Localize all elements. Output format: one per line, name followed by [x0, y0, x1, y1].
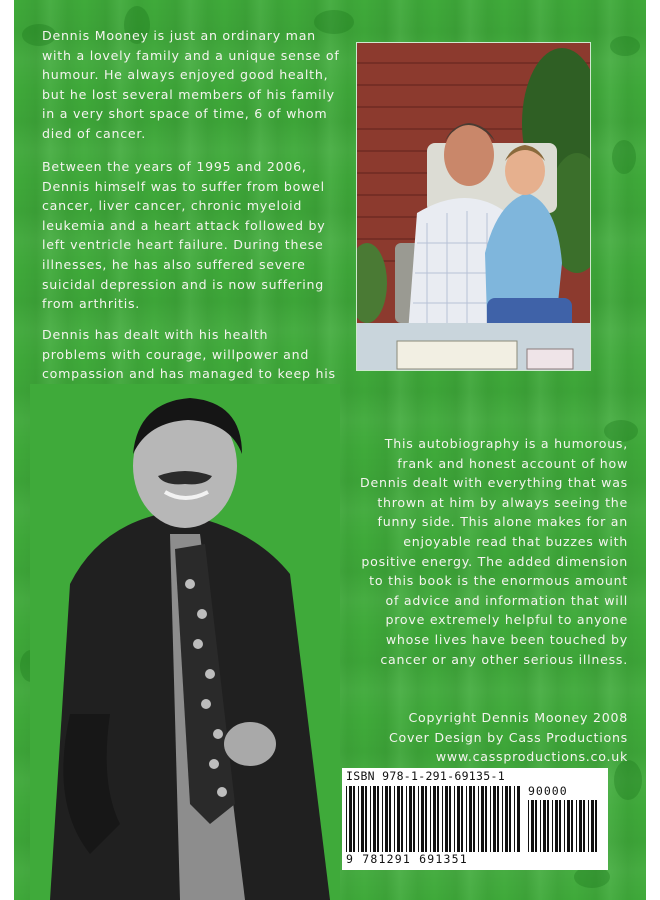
- blurb-line: enjoyable read that buzzes with: [403, 533, 628, 549]
- barcode-bar: [547, 800, 549, 852]
- price-code: 90000: [528, 784, 568, 798]
- barcode-bar: [353, 786, 355, 852]
- barcode-bar: [490, 786, 491, 852]
- blurb-line: This autobiography is a humorous,: [384, 436, 628, 451]
- bio-line: suicidal depression and is now suffering: [42, 276, 324, 292]
- barcode-bar: [389, 786, 391, 852]
- blurb-line: funny side. This alone makes for an: [377, 514, 628, 530]
- barcode-bar: [502, 786, 503, 852]
- blurb-line: cancer or any other serious illness.: [380, 651, 628, 667]
- barcode-bar: [361, 786, 364, 852]
- blurb-line: to this book is the enormous amount: [369, 573, 628, 589]
- barcode-bar: [559, 800, 561, 852]
- barcode-bar: [588, 800, 589, 852]
- cover-design-text: Cover Design by Cass Productions: [388, 729, 628, 745]
- book-back-cover: [14, 0, 646, 900]
- website-text: www.cassproductions.co.uk: [435, 749, 628, 765]
- barcode-bar: [394, 786, 395, 852]
- copyright-text: Copyright Dennis Mooney 2008: [408, 710, 628, 725]
- bio-line: illnesses, he has also suffered severe: [42, 256, 306, 272]
- barcode-bar: [433, 786, 436, 852]
- barcode-bar: [346, 786, 347, 852]
- blurb-line: positive energy. The added dimension: [361, 553, 628, 569]
- barcode-bar: [437, 786, 439, 852]
- bio-line: left ventricle heart failure. During these: [42, 237, 324, 253]
- barcode-bar: [497, 786, 499, 852]
- barcode-bar: [413, 786, 415, 852]
- barcode-bar: [505, 786, 508, 852]
- barcode-bar: [373, 786, 376, 852]
- barcode-bar: [385, 786, 388, 852]
- barcode-bar: [579, 800, 582, 852]
- barcode-bar: [454, 786, 455, 852]
- bio-line: in a very short space of time, 6 of whom: [42, 106, 328, 122]
- barcode-bar: [514, 786, 515, 852]
- barcode-bars: [346, 786, 522, 852]
- blurb-line: thrown at him by always seeing the: [377, 494, 628, 510]
- barcode-digits: 9 781291 691351: [346, 852, 468, 866]
- bio-paragraph-2: [42, 157, 325, 314]
- portrait-photo-image: [30, 384, 340, 900]
- bio-line: leukemia and a heart attack followed by: [42, 217, 326, 233]
- barcode-bar: [421, 786, 424, 852]
- barcode-bar: [543, 800, 546, 852]
- barcode-bar: [591, 800, 594, 852]
- barcode-bar: [382, 786, 383, 852]
- barcode-bar: [365, 786, 367, 852]
- blurb-line: frank and honest account of how: [397, 455, 628, 471]
- barcode-bar: [493, 786, 496, 852]
- barcode-bar: [358, 786, 359, 852]
- barcode-bar: [485, 786, 487, 852]
- barcode-bar: [349, 786, 352, 852]
- barcode-bar: [409, 786, 412, 852]
- bio-line: Dennis himself was to suffer from bowel: [42, 178, 325, 194]
- barcode-bar: [567, 800, 570, 852]
- barcode-bar: [397, 786, 400, 852]
- barcode-bar: [535, 800, 537, 852]
- bio-line: died of cancer.: [42, 125, 146, 141]
- isbn-barcode: [342, 768, 608, 870]
- barcode-bar: [517, 786, 520, 852]
- bio-line: Between the years of 1995 and 2006,: [42, 159, 307, 174]
- bio-line: problems with courage, willpower and: [42, 346, 310, 362]
- barcode-bar: [531, 800, 534, 852]
- barcode-bar: [445, 786, 448, 852]
- bio-line: Dennis has dealt with his health: [42, 327, 269, 342]
- family-photo-image: [357, 43, 591, 371]
- barcode-bar: [377, 786, 379, 852]
- barcode-bar: [425, 786, 427, 852]
- barcode-bar: [473, 786, 475, 852]
- barcode-bar: [540, 800, 541, 852]
- barcode-bar: [555, 800, 558, 852]
- barcode-bar: [418, 786, 419, 852]
- barcode-bar: [595, 800, 597, 852]
- barcode-bar: [401, 786, 403, 852]
- barcode-bar: [430, 786, 431, 852]
- bio-line: humour. He always enjoyed good health,: [42, 67, 329, 83]
- blurb-line: of advice and information that will: [385, 592, 628, 608]
- pill-texture-icon: [610, 36, 640, 56]
- bio-line: but he lost several members of his family: [42, 86, 335, 102]
- portrait-photo: [30, 384, 340, 900]
- bio-line: with a lovely family and a unique sense of: [42, 47, 340, 63]
- blurb-line: Dennis dealt with everything that was: [360, 475, 628, 491]
- bio-line: compassion and has managed to keep his: [42, 366, 336, 382]
- bio-line: from arthritis.: [42, 296, 141, 312]
- barcode-bar: [406, 786, 407, 852]
- bio-line: cancer, liver cancer, chronic myeloid: [42, 198, 303, 214]
- barcode-bar: [469, 786, 472, 852]
- bio-paragraph-1: [42, 26, 340, 144]
- isbn-label: ISBN 978-1-291-69135-1: [346, 769, 505, 783]
- barcode-bar: [466, 786, 467, 852]
- barcode-bar: [481, 786, 484, 852]
- barcode-bar: [461, 786, 463, 852]
- barcode-bar: [478, 786, 479, 852]
- barcode-bar: [528, 800, 529, 852]
- barcode-bar: [564, 800, 565, 852]
- barcode-bar: [552, 800, 553, 852]
- barcode-bar: [576, 800, 577, 852]
- price-barcode-bars: [528, 800, 602, 852]
- barcode-bar: [457, 786, 460, 852]
- barcode-bar: [442, 786, 443, 852]
- barcode-bar: [509, 786, 511, 852]
- barcode-bar: [583, 800, 585, 852]
- barcode-bar: [449, 786, 451, 852]
- blurb-line: prove extremely helpful to anyone: [385, 612, 628, 628]
- family-photo: [356, 42, 591, 371]
- pill-texture-icon: [612, 140, 636, 174]
- credits: [389, 708, 628, 767]
- bio-line: Dennis Mooney is just an ordinary man: [42, 28, 316, 43]
- barcode-bar: [571, 800, 573, 852]
- blurb-line: whose lives have been touched by: [385, 631, 628, 647]
- barcode-bar: [370, 786, 371, 852]
- book-blurb: [360, 434, 628, 669]
